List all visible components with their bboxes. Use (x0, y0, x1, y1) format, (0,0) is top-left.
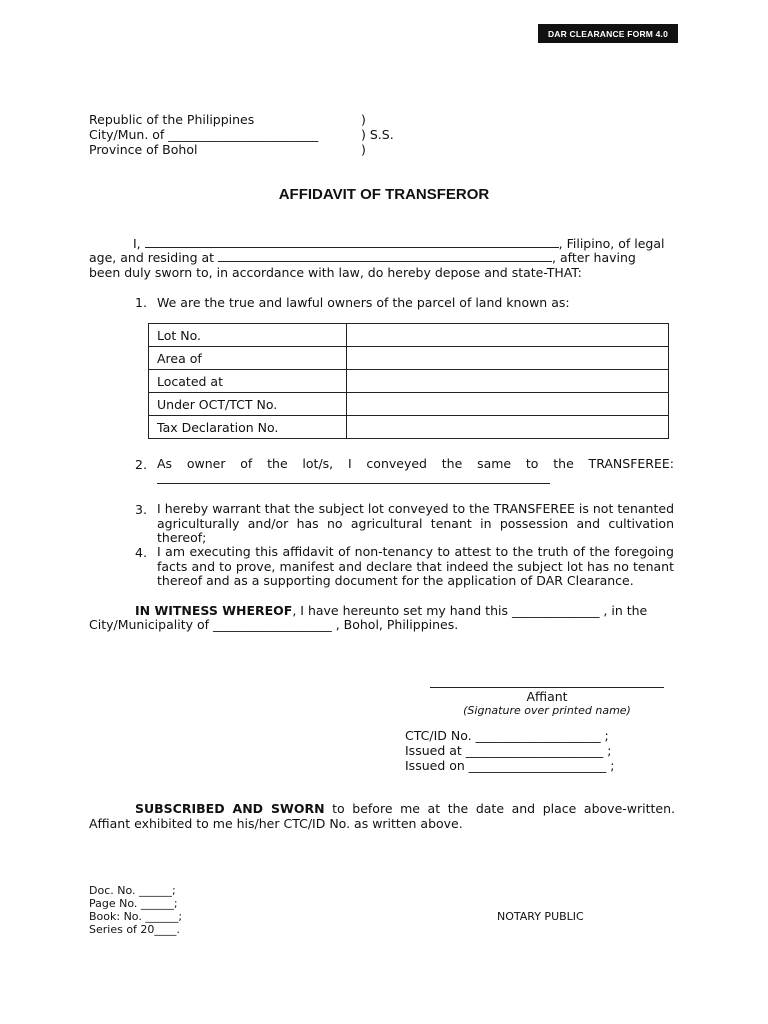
tax-declaration-value (347, 416, 669, 439)
table-row (149, 324, 669, 347)
lot-no-label: Lot No. (149, 324, 347, 347)
intro-after: , after having (552, 250, 636, 265)
area-label: Area of (149, 347, 347, 370)
doc-no: Doc. No. ______; (89, 884, 176, 897)
venue-city: City/Mun. of ________________________ (89, 127, 319, 142)
intro-filipino: , Filipino, of legal (558, 236, 665, 251)
venue-ss: ) S.S. (361, 127, 394, 142)
table-row (149, 393, 669, 416)
subscribed-line-1: to before me at the date and place above-written. (324, 801, 675, 816)
residence-blank (218, 250, 552, 262)
item-4-text: I am executing this affidavit of non-tenancy to attest to the truth of the foregoing facts and to prove, manifest and declare that indeed the subject lot has no tenant thereof and as a supporting document for the application of DAR Clearance. (157, 544, 674, 588)
area-value (347, 347, 669, 370)
venue-province: Province of Bohol (89, 142, 198, 157)
tax-declaration-label: Tax Declaration No. (149, 416, 347, 439)
intro-residing: age, and residing at (89, 250, 219, 265)
notary-public-label: NOTARY PUBLIC (497, 910, 584, 923)
page-no: Page No. ______; (89, 897, 178, 910)
issued-at-field: Issued at ______________________ ; (405, 743, 612, 758)
book-no: Book: No. ______; (89, 910, 183, 923)
intro-i: I, (133, 236, 145, 251)
intro-sworn: been duly sworn to, in accordance with law, do hereby depose and state-THAT: (89, 265, 582, 280)
item-1-number: 1. (135, 295, 147, 310)
item-3-number: 3. (135, 502, 147, 517)
item-4-number: 4. (135, 545, 147, 560)
witness-line-1: , I have hereunto set my hand this ______________ , in the (292, 603, 648, 618)
location-value (347, 370, 669, 393)
table-row (149, 370, 669, 393)
table-row (149, 347, 669, 370)
issued-on-field: Issued on ______________________ ; (405, 758, 615, 773)
venue-paren-1: ) (361, 112, 366, 127)
oct-tct-value (347, 393, 669, 416)
name-blank (145, 236, 559, 248)
lot-details-table (148, 323, 669, 439)
item-1-text: We are the true and lawful owners of the parcel of land known as: (157, 295, 570, 310)
series-of: Series of 20____. (89, 923, 180, 936)
location-label: Located at (149, 370, 347, 393)
document-title: AFFIDAVIT OF TRANSFEROR (278, 186, 490, 203)
witness-line-2: City/Municipality of ___________________ , Bohol, Philippines. (89, 617, 459, 632)
witness-lead: IN WITNESS WHEREOF (135, 603, 293, 618)
ctc-id-field: CTC/ID No. ____________________ ; (405, 728, 609, 743)
form-number-badge: DAR CLEARANCE FORM 4.0 (538, 24, 678, 43)
affiant-label: Affiant (526, 689, 568, 704)
item-3-text: I hereby warrant that the subject lot conveyed to the TRANSFEREE is not tenanted agriculturally and/or has no agricultural tenant in possession and cultivation thereof; (157, 501, 674, 545)
subscribed-line-2: Affiant exhibited to me his/her CTC/ID No. as written above. (89, 816, 463, 831)
subscribed-lead: SUBSCRIBED AND SWORN (135, 801, 325, 816)
item-2-number: 2. (135, 457, 147, 472)
venue-country: Republic of the Philippines (89, 112, 255, 127)
item-2-text: As owner of the lot/s, I conveyed the same to the TRANSFEREE: (157, 456, 674, 471)
venue-paren-3: ) (361, 142, 366, 157)
lot-no-value (347, 324, 669, 347)
signature-line (430, 687, 664, 688)
oct-tct-label: Under OCT/TCT No. (149, 393, 347, 416)
signature-caption: (Signature over printed name) (463, 704, 631, 717)
table-row (149, 416, 669, 439)
transferee-blank (157, 471, 550, 484)
